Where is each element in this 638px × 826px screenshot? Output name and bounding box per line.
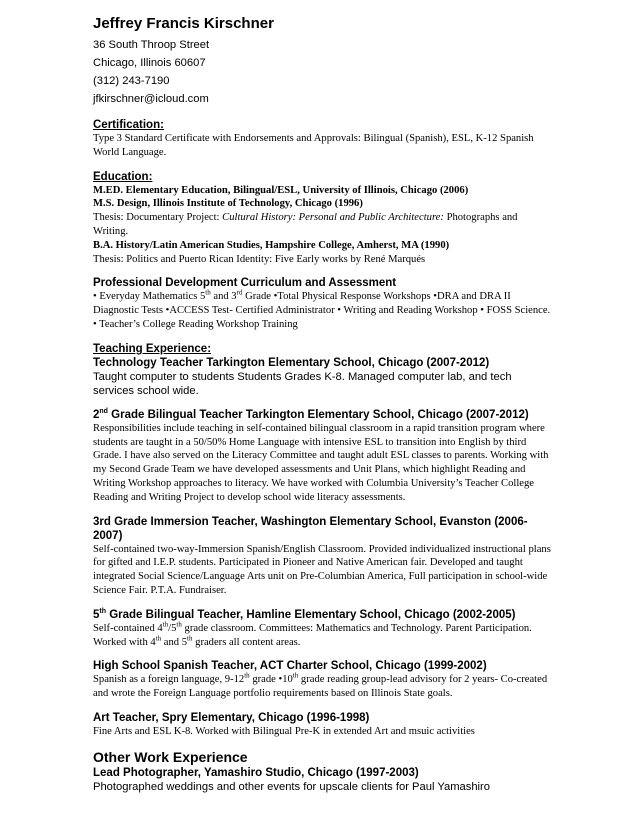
job-bilingual-2nd xyxy=(93,408,553,505)
resume-page xyxy=(93,14,553,794)
degree-ba: B.A. History/Latin American Studies, Hampshire College, Amherst, MA (1990) xyxy=(93,239,450,251)
job-technology-teacher-title: Technology Teacher Tarkington Elementary School, Chicago (2007-2012) xyxy=(93,356,490,369)
job-art-teacher xyxy=(93,711,553,739)
job-immersion-3rd xyxy=(93,515,553,598)
job-spanish-teacher-title: High School Spanish Teacher, ACT Charter School, Chicago (1999-2002) xyxy=(93,660,487,673)
candidate-name: Jeffrey Francis Kirschner xyxy=(93,15,274,32)
thesis-ba: Thesis: Politics and Puerto Rican Identity: Five Early works by René Marqués xyxy=(93,253,426,265)
street-address: 36 South Throop Street xyxy=(93,39,210,51)
job-spanish-teacher-desc: Spanish as a foreign language, 9-12th grade •10th grade reading group-lead advisory for 2 years- Co-created and wrote the Foreign Language portfolio requirements based on Illinois State goals. xyxy=(93,671,548,700)
degree-med: M.ED. Elementary Education, Bilingual/ESL, University of Illinois, Chicago (2006) xyxy=(93,184,469,196)
teaching-heading: Teaching Experience: xyxy=(93,342,212,355)
email-address: jfkirschner@icloud.com xyxy=(93,93,209,105)
thesis-ms: Thesis: Documentary Project: Cultural History: Personal and Public Architecture: Photographs and Writing. xyxy=(93,212,518,237)
teaching-section xyxy=(93,342,553,739)
city-address: Chicago, Illinois 60607 xyxy=(93,57,206,69)
pd-heading: Professional Development Curriculum and Assessment xyxy=(93,277,397,290)
job-art-teacher-title: Art Teacher, Spry Elementary, Chicago (1996-1998) xyxy=(93,711,370,724)
job-photographer-desc: Photographed weddings and other events for upscale clients for Paul Yamashiro xyxy=(93,780,490,793)
phone-number: (312) 243-7190 xyxy=(93,75,170,87)
certification-heading: Certification: xyxy=(93,119,164,131)
job-bilingual-5th xyxy=(93,608,553,650)
other-work-section xyxy=(93,749,553,794)
job-art-teacher-desc: Fine Arts and ESL K-8. Worked with Bilingual Pre-K in extended Art and msuic activities xyxy=(93,725,475,737)
pd-text: • Everyday Mathematics 5th and 3rd Grade •Total Physical Response Workshops •DRA and DRA II Diagnostic Tests •ACCESS Test- Certified Administrator • Writing and Reading Workshop • FOSS Science. • Teacher’s College Reading Workshop Training xyxy=(93,288,551,330)
education-heading: Education: xyxy=(93,170,153,183)
job-bilingual-5th-title: 5th Grade Bilingual Teacher, Hamline Elementary School, Chicago (2002-2005) xyxy=(93,607,516,621)
certification-section xyxy=(93,118,553,160)
job-photographer-title: Lead Photographer, Yamashiro Studio, Chicago (1997-2003) xyxy=(93,766,419,779)
header xyxy=(93,14,553,108)
certification-text: Type 3 Standard Certificate with Endorsements and Approvals: Bilingual (Spanish), ESL, K-12 Spanish World Language. xyxy=(93,133,534,158)
degree-ms: M.S. Design, Illinois Institute of Technology, Chicago (1996) xyxy=(93,198,363,210)
job-bilingual-2nd-desc: Responsibilities include teaching in self-contained bilingual classroom in a rapid transition program where students are taught in a 50/50% Home Language with intensive ESL to transition into English by third Grade. I have also served on the Literacy Committee and taught adult ESL classes to parents. Working with my Second Grade Team we have developed assessments and Unit Plans, which highlight Reading and Writing Workshop approaches to literacy. We have worked with Columbia University’s Teacher College Reading and Writing Project to develop school wide literacy assessments. xyxy=(93,422,549,503)
pd-section xyxy=(93,276,553,331)
job-immersion-3rd-title: 3rd Grade Immersion Teacher, Washington Elementary School, Evanston (2006-2007) xyxy=(93,515,528,542)
job-spanish-teacher xyxy=(93,659,553,701)
education-section xyxy=(93,170,553,267)
job-bilingual-5th-desc: Self-contained 4th/5th grade classroom. Committees: Mathematics and Technology. Parent Participation. Worked with 4th and 5th graders all content areas. xyxy=(93,620,532,648)
job-immersion-3rd-desc: Self-contained two-way-Immersion Spanish/English Classroom. Provided individualized instructional plans for gifted and I.E.P. students. Participated in Pioneer and Native American fair. Developed and taught integrated Social Science/Language Arts unit on Pre-Columbian America, Full participation in school-wide Science Fair. P.T.A. Fundraiser. xyxy=(93,543,551,596)
job-bilingual-2nd-title: 2nd Grade Bilingual Teacher Tarkington Elementary School, Chicago (2007-2012) xyxy=(93,407,529,421)
job-technology-teacher-desc: Taught computer to students Students Grades K-8. Managed computer lab, and tech services school wide. xyxy=(93,370,512,397)
other-work-heading: Other Work Experience xyxy=(93,748,248,765)
